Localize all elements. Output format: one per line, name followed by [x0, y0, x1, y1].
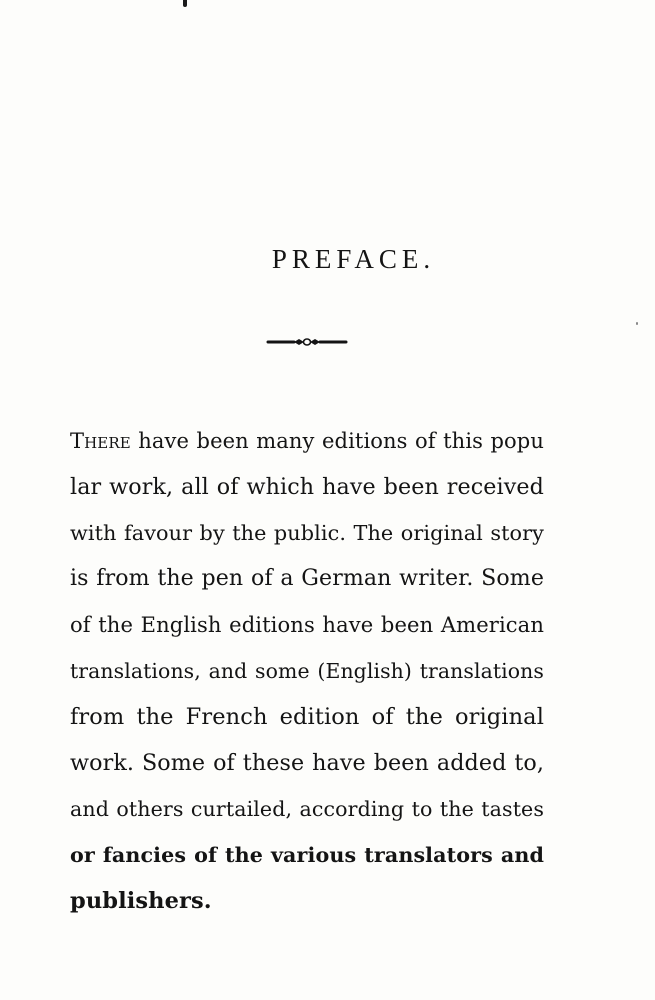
- text-line-1-rest: have been many editions of this popu: [130, 428, 544, 453]
- preface-paragraph: [70, 418, 544, 924]
- ornament-divider-icon: [266, 335, 348, 349]
- text-line-8: work. Some of these have been added to,: [70, 750, 544, 776]
- text-line-6: translations, and some (English) translations: [70, 659, 544, 683]
- text-line-4: is from the pen of a German writer. Some: [70, 566, 544, 591]
- opening-word: There: [70, 428, 131, 453]
- text-line-10: or fancies of the various translators and: [70, 843, 544, 867]
- text-line-3: with favour by the public. The original story: [70, 521, 544, 545]
- ink-speck: [183, 0, 187, 7]
- text-line-2: lar work, all of which have been received: [70, 474, 544, 500]
- text-line-11: publishers.: [70, 888, 212, 914]
- text-line-9: and others curtailed, according to the tastes: [70, 797, 544, 821]
- text-line-1: [70, 418, 544, 464]
- ink-dot: [636, 322, 638, 325]
- text-line-5: of the English editions have been American: [70, 612, 544, 637]
- page-title: PREFACE.: [271, 244, 436, 274]
- text-line-7: from the French edition of the original: [70, 704, 544, 730]
